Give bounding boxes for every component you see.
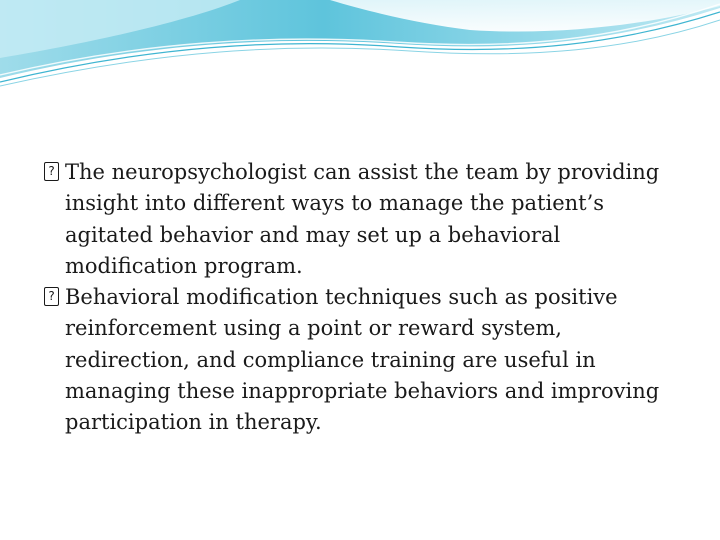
header-wave-decoration bbox=[0, 0, 720, 90]
bullet-glyph-icon: ? bbox=[44, 162, 59, 181]
bullet-glyph-icon: ? bbox=[44, 287, 59, 306]
bullet-list bbox=[44, 157, 674, 439]
bullet-item-1 bbox=[44, 157, 674, 282]
bullet-item-2 bbox=[44, 282, 674, 438]
bullet-text: The neuropsychologist can assist the team by providing insight into different ways to manage the patient’s agitated behavior and may set up a behavioral modification program. bbox=[65, 160, 660, 278]
bullet-text: Behavioral modification techniques such as positive reinforcement using a point or reward system, redirection, and compliance training are useful in managing these inappropriate behaviors and improving participation in therapy. bbox=[65, 285, 660, 435]
